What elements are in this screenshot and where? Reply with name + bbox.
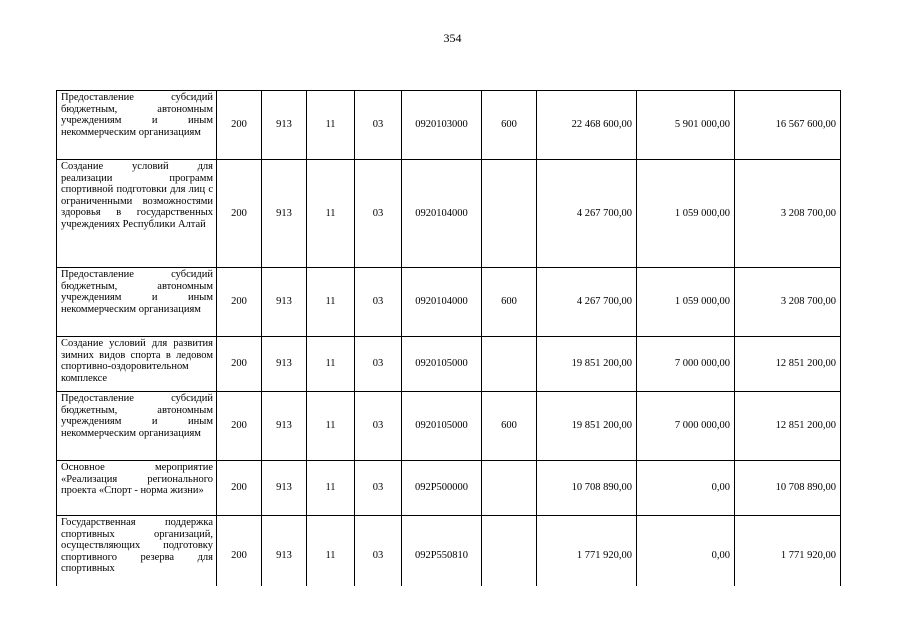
cell-value1: 10 708 890,00 [537, 461, 637, 516]
cell-value2: 1 059 000,00 [637, 268, 735, 337]
cell-code3: 11 [307, 337, 355, 392]
row-name: Основное мероприятие «Реализация регионального проекта «Спорт - норма жизни» [57, 461, 217, 516]
cell-code2: 913 [262, 91, 307, 160]
cell-code4: 03 [355, 91, 402, 160]
table-row [57, 160, 841, 268]
table-row [57, 516, 841, 587]
cell-code6: 600 [482, 268, 537, 337]
row-name: Создание условий для развития зимних видов спорта в ледовом спортивно-оздоровительном комплексе [57, 337, 217, 392]
cell-value3: 3 208 700,00 [735, 268, 841, 337]
cell-value3: 1 771 920,00 [735, 516, 841, 587]
cell-code3: 11 [307, 516, 355, 587]
row-name: Предоставление субсидий бюджетным, автономным учреждениям и иным некоммерческим организациям [57, 392, 217, 461]
cell-code1: 200 [217, 91, 262, 160]
cell-code5: 0920105000 [402, 392, 482, 461]
cell-code3: 11 [307, 268, 355, 337]
cell-code2: 913 [262, 461, 307, 516]
table-row [57, 268, 841, 337]
cell-code1: 200 [217, 160, 262, 268]
table-row [57, 392, 841, 461]
cell-code3: 11 [307, 160, 355, 268]
cell-code4: 03 [355, 392, 402, 461]
cell-code4: 03 [355, 268, 402, 337]
cell-code6: 600 [482, 91, 537, 160]
budget-table [56, 90, 841, 586]
cell-code2: 913 [262, 392, 307, 461]
table-row [57, 461, 841, 516]
cell-code4: 03 [355, 337, 402, 392]
cell-value2: 7 000 000,00 [637, 337, 735, 392]
cell-code4: 03 [355, 516, 402, 587]
cell-value1: 1 771 920,00 [537, 516, 637, 587]
cell-value2: 0,00 [637, 461, 735, 516]
cell-code4: 03 [355, 160, 402, 268]
cell-code3: 11 [307, 461, 355, 516]
cell-value2: 7 000 000,00 [637, 392, 735, 461]
page-number: 354 [443, 31, 462, 45]
cell-value3: 3 208 700,00 [735, 160, 841, 268]
cell-code6 [482, 337, 537, 392]
cell-code5: 0920104000 [402, 268, 482, 337]
cell-code2: 913 [262, 516, 307, 587]
cell-value1: 4 267 700,00 [537, 160, 637, 268]
cell-code6 [482, 461, 537, 516]
cell-code1: 200 [217, 337, 262, 392]
cell-code5: 092P500000 [402, 461, 482, 516]
cell-value3: 16 567 600,00 [735, 91, 841, 160]
cell-code6 [482, 160, 537, 268]
cell-code1: 200 [217, 461, 262, 516]
cell-code4: 03 [355, 461, 402, 516]
cell-code5: 0920104000 [402, 160, 482, 268]
table-row [57, 337, 841, 392]
row-name: Предоставление субсидий бюджетным, автономным учреждениям и иным некоммерческим организациям [57, 91, 217, 160]
cell-value3: 10 708 890,00 [735, 461, 841, 516]
cell-value1: 22 468 600,00 [537, 91, 637, 160]
cell-value2: 5 901 000,00 [637, 91, 735, 160]
cell-code2: 913 [262, 160, 307, 268]
cell-value2: 0,00 [637, 516, 735, 587]
cell-code5: 0920105000 [402, 337, 482, 392]
cell-value3: 12 851 200,00 [735, 392, 841, 461]
cell-code6 [482, 516, 537, 587]
cell-code3: 11 [307, 91, 355, 160]
row-name: Создание условий для реализации программ спортивной подготовки для лиц с ограниченными возможностями здоровья в государственных учреждениях Республики Алтай [57, 160, 217, 268]
cell-value3: 12 851 200,00 [735, 337, 841, 392]
cell-code2: 913 [262, 337, 307, 392]
cell-value1: 19 851 200,00 [537, 392, 637, 461]
cell-code1: 200 [217, 516, 262, 587]
cell-code5: 0920103000 [402, 91, 482, 160]
cell-value1: 4 267 700,00 [537, 268, 637, 337]
cell-code5: 092P550810 [402, 516, 482, 587]
cell-code1: 200 [217, 268, 262, 337]
cell-code6: 600 [482, 392, 537, 461]
cell-value2: 1 059 000,00 [637, 160, 735, 268]
table-row [57, 91, 841, 160]
row-name: Предоставление субсидий бюджетным, автономным учреждениям и иным некоммерческим организациям [57, 268, 217, 337]
cell-code1: 200 [217, 392, 262, 461]
cell-value1: 19 851 200,00 [537, 337, 637, 392]
cell-code3: 11 [307, 392, 355, 461]
row-name: Государственная поддержка спортивных организаций, осуществляющих подготовку спортивного резерва для спортивных [57, 516, 217, 587]
cell-code2: 913 [262, 268, 307, 337]
